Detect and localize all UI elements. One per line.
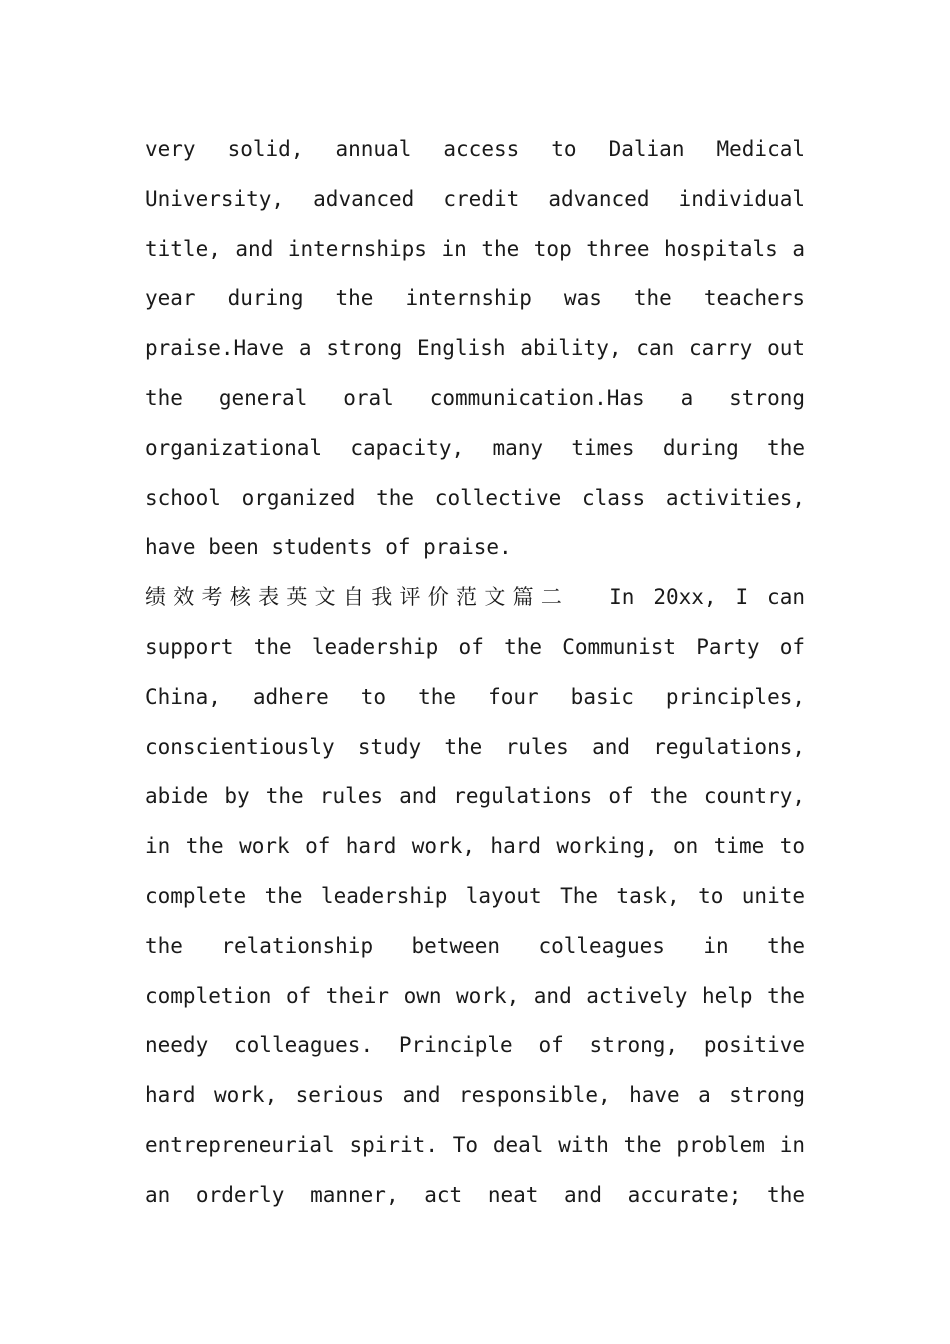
- text-line: needy colleagues. Principle of strong, positive: [145, 1033, 805, 1058]
- text-line: abide by the rules and regulations of the country,: [145, 784, 805, 809]
- section-heading: 绩效考核表英文自我评价范文篇二: [145, 585, 570, 610]
- text-line: school organized the collective class activities,: [145, 485, 805, 510]
- text-line: support the leadership of the Communist Party of: [145, 634, 805, 659]
- text-line: praise.Have a strong English ability, can carry out: [145, 336, 805, 361]
- text-line: year during the internship was the teachers: [145, 286, 805, 311]
- paragraph-opening: In 20xx, I can: [609, 585, 805, 610]
- text-line: an orderly manner, act neat and accurate; the: [145, 1182, 805, 1207]
- text-line: University, advanced credit advanced individual: [145, 186, 805, 211]
- section-heading-line: [145, 573, 805, 623]
- text-line: completion of their own work, and actively help the: [145, 983, 805, 1008]
- text-line: organizational capacity, many times during the: [145, 435, 805, 460]
- text-line: in the work of hard work, hard working, on time to: [145, 834, 805, 859]
- text-line: the relationship between colleagues in the: [145, 933, 805, 958]
- text-line: hard work, serious and responsible, have a strong: [145, 1083, 805, 1108]
- text-line: entrepreneurial spirit. To deal with the problem in: [145, 1132, 805, 1157]
- text-line: conscientiously study the rules and regulations,: [145, 734, 805, 759]
- text-line: have been students of praise.: [145, 535, 512, 560]
- text-line: China, adhere to the four basic principles,: [145, 684, 805, 709]
- text-line: title, and internships in the top three hospitals a: [145, 236, 805, 261]
- text-line: very solid, annual access to Dalian Medical: [145, 137, 805, 161]
- text-line: complete the leadership layout The task, to unite: [145, 883, 805, 908]
- document-body: [145, 125, 805, 1221]
- text-line: the general oral communication.Has a strong: [145, 385, 805, 410]
